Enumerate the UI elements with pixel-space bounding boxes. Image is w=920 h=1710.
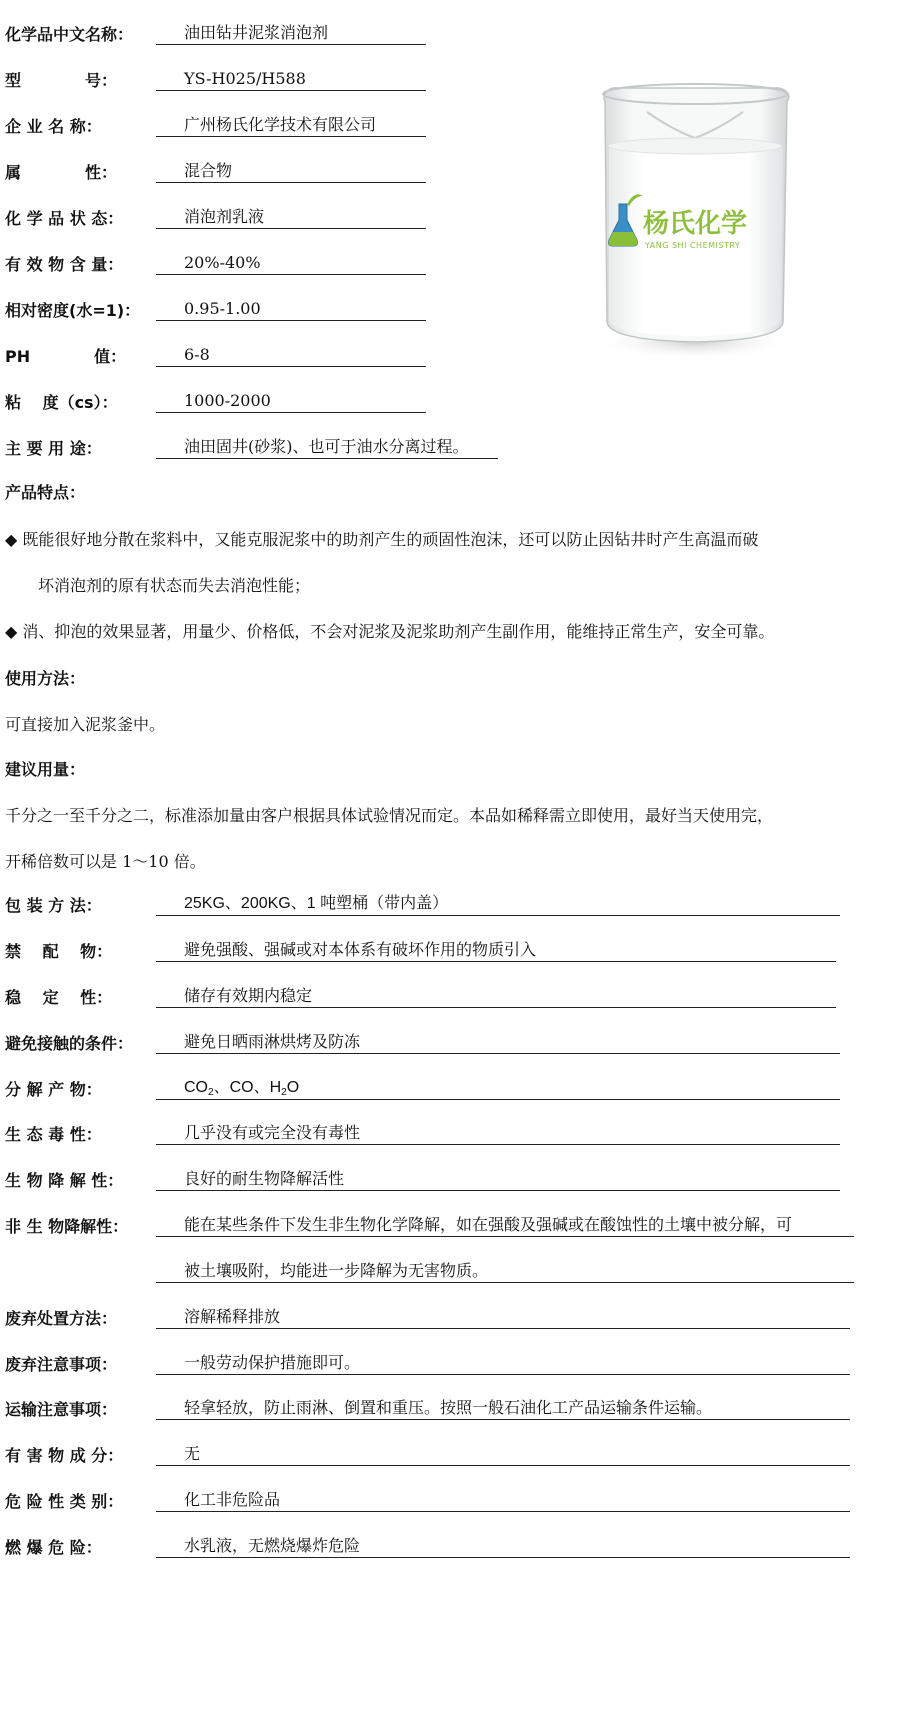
field-label: 生 物 降 解 性：: [5, 1171, 124, 1190]
field-label: 包 装 方 法：: [5, 896, 102, 915]
field-label: 主 要 用 途：: [5, 439, 102, 458]
field-label: 化 学 品 状 态：: [5, 209, 124, 228]
product-beaker-image: [583, 72, 813, 372]
field-label: 燃 爆 危 险：: [5, 1538, 102, 1557]
dosage-heading: 建议用量：: [5, 760, 86, 779]
field-label: 避免接触的条件：: [5, 1034, 134, 1053]
field-value: 避免强酸、强碱或对本体系有破坏作用的物质引入: [156, 939, 836, 962]
field-value: 良好的耐生物降解活性: [156, 1168, 840, 1191]
field-label: 废弃处置方法：: [5, 1309, 118, 1328]
field-value-line2: 被土壤吸附，均能进一步降解为无害物质。: [156, 1260, 854, 1283]
formula-part: O: [286, 1079, 300, 1096]
logo-text-cn: 杨氏化学: [643, 209, 748, 239]
field-label: 废弃注意事项：: [5, 1355, 118, 1374]
dosage-line-1: 千分之一至千分之二，标准添加量由客户根据具体试验情况而定。本品如稀释需立即使用，最好当天使用完，: [5, 806, 774, 825]
field-label: 非 生 物降解性：: [5, 1217, 129, 1236]
field-value: 油田固井(砂浆)、也可于油水分离过程。: [156, 436, 498, 459]
field-label: 属 性：: [5, 163, 118, 182]
field-label: 稳 定 性：: [5, 988, 113, 1007]
field-label: 相对密度(水=1)：: [5, 301, 141, 320]
field-label: 运输注意事项：: [5, 1400, 118, 1419]
field-label: 禁 配 物：: [5, 942, 113, 961]
field-value: 轻拿轻放，防止雨淋、倒置和重压。按照一般石油化工产品运输条件运输。: [156, 1397, 850, 1420]
field-value: 6-8: [156, 344, 426, 367]
field-label: 化学品中文名称：: [5, 25, 134, 44]
field-value: 消泡剂乳液: [156, 206, 426, 229]
feature-bullet-2: ◆ 消、抑泡的效果显著，用量少、价格低，不会对泥浆及泥浆助剂产生副作用，能维持正常生产，安全可靠。: [5, 622, 775, 641]
field-value: [156, 1077, 840, 1100]
field-value: 油田钻井泥浆消泡剂: [156, 22, 426, 45]
field-value: 化工非危险品: [156, 1489, 850, 1512]
logo-text-en: YANG SHI CHEMISTRY: [645, 241, 741, 250]
field-value: 储存有效期内稳定: [156, 985, 836, 1008]
usage-heading: 使用方法：: [5, 669, 86, 688]
field-label: 分 解 产 物：: [5, 1080, 102, 1099]
field-label: 型 号：: [5, 71, 118, 90]
field-label: PH 值：: [5, 347, 127, 366]
feature-bullet-1-line1: ◆ 既能很好地分散在浆料中，又能克服泥浆中的助剂产生的顽固性泡沫，还可以防止因钻井时产生高温而破: [5, 530, 759, 549]
field-label: 有 害 物 成 分：: [5, 1446, 124, 1465]
field-value: 20%-40%: [156, 252, 426, 275]
field-value: 广州杨氏化学技术有限公司: [156, 114, 426, 137]
field-value: 溶解稀释排放: [156, 1306, 850, 1329]
formula-subscript: 2: [281, 1087, 287, 1098]
field-label: 企 业 名 称：: [5, 117, 102, 136]
field-value: 混合物: [156, 160, 426, 183]
field-value: 水乳液，无燃烧爆炸危险: [156, 1535, 850, 1558]
field-value: 0.95-1.00: [156, 298, 426, 321]
field-value: 25KG、200KG、1 吨塑桶（带内盖）: [156, 893, 840, 916]
field-label: 生 态 毒 性：: [5, 1125, 102, 1144]
usage-text: 可直接加入泥浆釜中。: [5, 715, 166, 734]
field-value: YS-H025/H588: [156, 68, 426, 91]
features-heading: 产品特点：: [5, 483, 86, 502]
field-label: 有 效 物 含 量：: [5, 255, 124, 274]
formula-subscript: 2: [208, 1087, 214, 1098]
field-value: 几乎没有或完全没有毒性: [156, 1122, 840, 1145]
dosage-line-2: 开稀倍数可以是 1～10 倍。: [5, 852, 206, 871]
field-value: 1000-2000: [156, 390, 426, 413]
field-value: 避免日晒雨淋烘烤及防冻: [156, 1031, 840, 1054]
field-value: 能在某些条件下发生非生物化学降解，如在强酸及强碱或在酸蚀性的土壤中被分解，可: [156, 1214, 854, 1237]
field-label: 粘 度（cs）：: [5, 393, 118, 412]
formula-part: 、CO、H: [213, 1079, 282, 1096]
field-value: 一般劳动保护措施即可。: [156, 1352, 850, 1375]
field-value: 无: [156, 1443, 850, 1466]
formula-part: CO: [184, 1079, 208, 1096]
field-label: 危 险 性 类 别：: [5, 1492, 124, 1511]
feature-bullet-1-line2: 坏消泡剂的原有状态而失去消泡性能；: [38, 576, 311, 595]
